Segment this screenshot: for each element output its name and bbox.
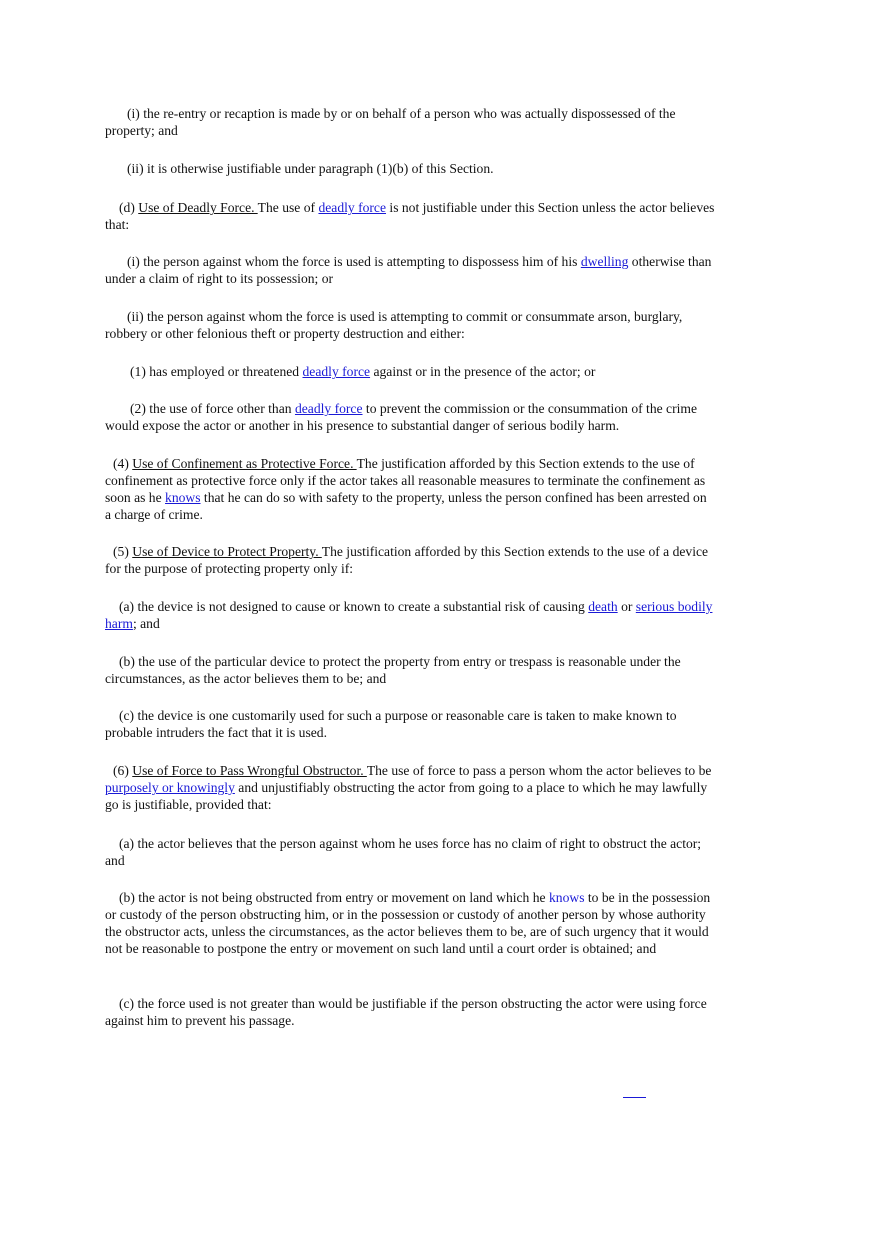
definition-link-knows[interactable]: knows [548, 890, 585, 905]
definition-link-death[interactable]: death [588, 599, 618, 614]
paragraph-force-not-greater: (c) the force used is not greater than would be justifiable if the person obstructing the actor were using force against him to prevent his passage. [105, 996, 707, 1028]
paragraph-dispossess-dwelling: (i) the person against whom the force is used is attempting to dispossess him of his dwelling otherwise than under a claim of right to its possession; or [105, 254, 712, 286]
definition-link-knows[interactable]: knows [165, 490, 201, 505]
section-heading: Use of Deadly Force. [138, 200, 258, 215]
definition-link-deadly-force[interactable]: deadly force [302, 364, 371, 379]
paragraph-device-not-designed: (a) the device is not designed to cause or known to create a substantial risk of causing death or serious bodily harm; and [105, 599, 713, 631]
definition-link-serious-bodily-harm[interactable]: serious bodily harm [105, 599, 713, 631]
paragraph-wrongful-obstructor: (6) Use of Force to Pass Wrongful Obstructor. The use of force to pass a person whom the actor believes to be purposely or knowingly and unjustifiably obstructing the actor from going to a place to which he may lawfully go is justifiable, provided that: [105, 763, 712, 812]
paragraph-use-of-device: (5) Use of Device to Protect Property. The justification afforded by this Section extends to the use of a device for the purpose of protecting property only if: [105, 544, 709, 576]
definition-link-deadly-force[interactable]: deadly force [294, 401, 363, 416]
paragraph-use-of-deadly-force: (d) Use of Deadly Force. The use of deadly force is not justifiable under this Section unless the actor believes that: [105, 200, 715, 232]
paragraph-otherwise-justifiable: (ii) it is otherwise justifiable under paragraph (1)(b) of this Section. [127, 161, 494, 176]
section-heading: Use of Device to Protect Property. [132, 544, 322, 559]
paragraph-use-of-confinement: (4) Use of Confinement as Protective Force. The justification afforded by this Section extends to the use of confinement as protective force only if the actor takes all reasonable measures to terminate the confinement as soon as he knows that he can do so with safety to the property, unless the person confined has been arrested on a charge of crime. [105, 456, 707, 522]
paragraph-arson-burglary: (ii) the person against whom the force is used is attempting to commit or consummate arson, burglary, robbery or other felonious theft or property destruction and either: [105, 309, 683, 341]
paragraph-customarily-used: (c) the device is one customarily used for such a purpose or reasonable care is taken to make known to probable intruders the fact that it is used. [105, 708, 677, 740]
section-heading: Use of Force to Pass Wrongful Obstructor. [132, 763, 367, 778]
definition-link-dwelling[interactable]: dwelling [580, 254, 629, 269]
paragraph-threatened-deadly-force: (1) has employed or threatened deadly force against or in the presence of the actor; or [130, 364, 596, 379]
section-heading: Use of Confinement as Protective Force. [132, 456, 357, 471]
definition-link-purposely-knowingly[interactable]: purposely or knowingly [105, 780, 235, 795]
footnote-link-mark[interactable] [623, 1097, 646, 1098]
paragraph-force-other-than-deadly: (2) the use of force other than deadly force to prevent the commission or the consummation of the crime would expose the actor or another in his presence to substantial danger of serious bodily harm. [105, 401, 697, 433]
paragraph-re-entry: (i) the re-entry or recaption is made by or on behalf of a person who was actually dispossessed of the property; and [105, 106, 676, 138]
paragraph-no-claim-of-right: (a) the actor believes that the person against whom he uses force has no claim of right to obstruct the actor; and [105, 836, 702, 868]
paragraph-not-obstructed-from-entry: (b) the actor is not being obstructed from entry or movement on land which he knows to be in the possession or custody of the person obstructing him, or in the possession or custody of another person by whose authority the obstructor acts, unless the circumstances, as the actor believes them to be, are of such urgency that it would not be reasonable to postpone the entry or movement on such land until a court order is obtained; and [105, 890, 711, 956]
definition-link-deadly-force[interactable]: deadly force [318, 200, 387, 215]
paragraph-particular-device: (b) the use of the particular device to protect the property from entry or trespass is reasonable under the circumstances, as the actor believes them to be; and [105, 654, 681, 686]
